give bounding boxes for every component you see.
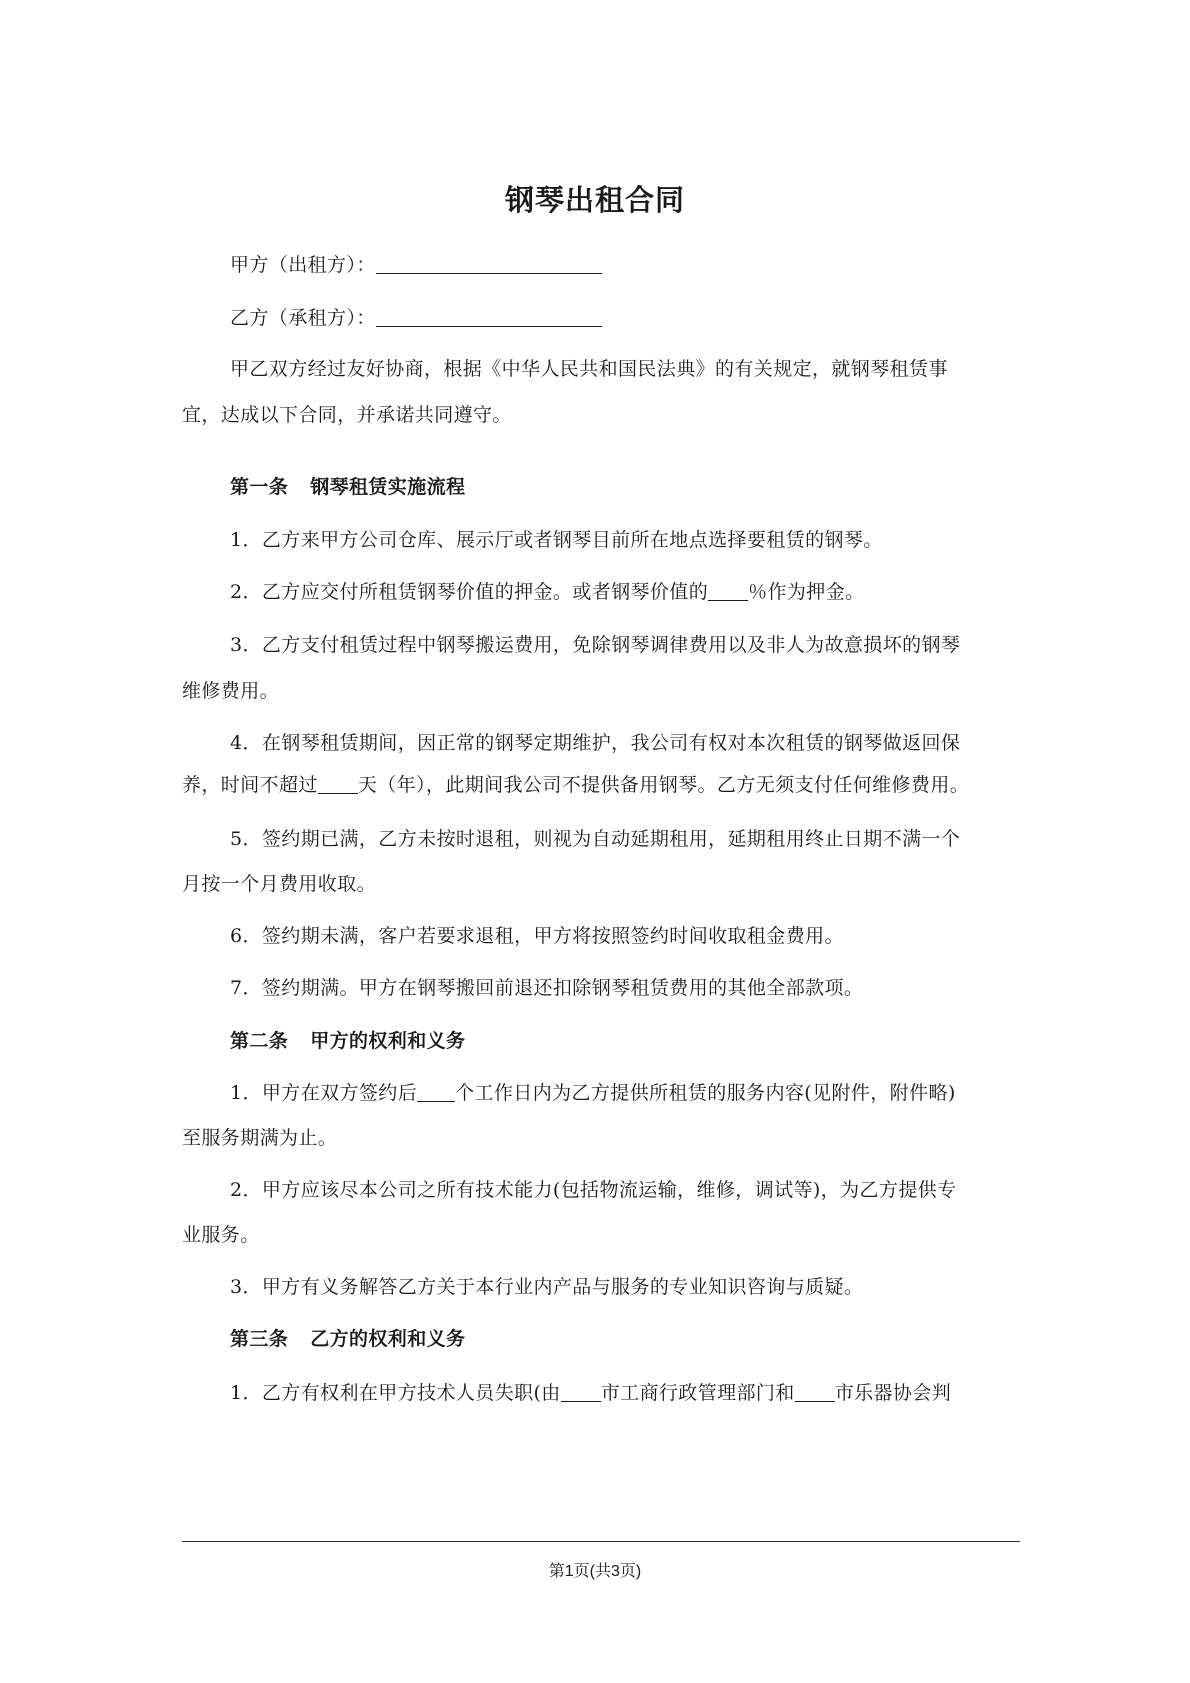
clause-2-3: 3．甲方有义务解答乙方关于本行业内产品与服务的专业知识咨询与质疑。 [230,1276,864,1298]
party-a-blank[interactable] [376,253,602,274]
clause-2-1-text-b: 个工作日内为乙方提供所租赁的服务内容(见附件，附件略) [455,1082,956,1104]
clause-1-5-line-1: 5．签约期已满，乙方未按时退租，则视为自动延期租用，延期租用终止日期不满一个 [230,828,961,850]
party-a-line [230,252,1020,278]
clause-2-2-line-1: 2．甲方应该尽本公司之所有技术能力(包括物流运输，维修，调试等)，为乙方提供专 [230,1179,957,1201]
page-number: 第1页(共3页) [548,1563,642,1580]
document-title: 钢琴出租合同 [504,183,685,217]
article-1-heading [230,474,1020,500]
clause-1-2-text-b: ％作为押金。 [748,581,865,603]
clause-1-3-line-1: 3．乙方支付租赁过程中钢琴搬运费用，免除钢琴调律费用以及非人为故意损坏的钢琴 [230,634,961,656]
clause-1-2 [230,579,1020,605]
city-blank-2[interactable] [795,1381,835,1402]
clause-2-2-line-2: 业服务。 [182,1224,260,1246]
clause-1-5-line-2: 月按一个月费用收取。 [182,873,377,895]
city-blank-1[interactable] [561,1381,601,1402]
clause-3-1-text-b: 市工商行政管理部门和 [600,1382,795,1404]
clause-1-2-text-a: 2．乙方应交付所租赁钢琴价值的押金。或者钢琴价值的 [230,581,709,603]
article-2-heading [230,1028,1020,1054]
workdays-blank[interactable] [417,1081,455,1102]
footer-divider [182,1541,1020,1542]
article-3-number: 第三条 [230,1328,289,1350]
article-3-heading [230,1326,1020,1352]
clause-1-4-text-b: 天（年），此期间我公司不提供备用钢琴。乙方无须支付任何维修费用。 [357,774,970,796]
maintenance-days-blank[interactable] [318,773,358,794]
article-3-title: 乙方的权利和义务 [310,1328,466,1350]
clause-1-6: 6．签约期未满，客户若要求退租，甲方将按照签约时间收取租金费用。 [230,925,844,947]
clause-2-1-line-2: 至服务期满为止。 [182,1127,338,1149]
party-b-blank[interactable] [376,306,602,327]
clause-2-1-text-a: 1．甲方在双方签约后 [230,1082,418,1104]
party-b-label: 乙方（承租方）： [230,307,376,329]
intro-line-1: 甲乙双方经过友好协商，根据《中华人民共和国民法典》的有关规定，就钢琴租赁事 [230,358,948,380]
clause-3-1-line-1 [230,1380,1020,1406]
intro-line-2: 宜，达成以下合同，并承诺共同遵守。 [182,404,512,426]
clause-1-4-text-a: 养，时间不超过 [182,774,318,796]
clause-2-1-line-1 [230,1080,1020,1106]
article-2-number: 第二条 [230,1030,289,1052]
clause-1-1: 1．乙方来甲方公司仓库、展示厅或者钢琴目前所在地点选择要租赁的钢琴。 [230,529,883,551]
deposit-percent-blank[interactable] [708,580,748,601]
article-1-title: 钢琴租赁实施流程 [310,476,466,498]
clause-1-7: 7．签约期满。甲方在钢琴搬回前退还扣除钢琴租赁费用的其他全部款项。 [230,977,864,999]
clause-1-4-line-1: 4．在钢琴租赁期间，因正常的钢琴定期维护，我公司有权对本次租赁的钢琴做返回保 [230,732,961,754]
clause-1-3-line-2: 维修费用。 [182,680,280,702]
article-1-number: 第一条 [230,476,289,498]
article-2-title: 甲方的权利和义务 [310,1030,466,1052]
party-a-label: 甲方（出租方）： [230,254,376,276]
clause-3-1-text-a: 1．乙方有权利在甲方技术人员失职(由 [230,1382,561,1404]
party-b-line [230,305,1020,331]
clause-3-1-text-c: 市乐器协会判 [834,1382,952,1404]
clause-1-4-line-2 [182,772,1020,798]
